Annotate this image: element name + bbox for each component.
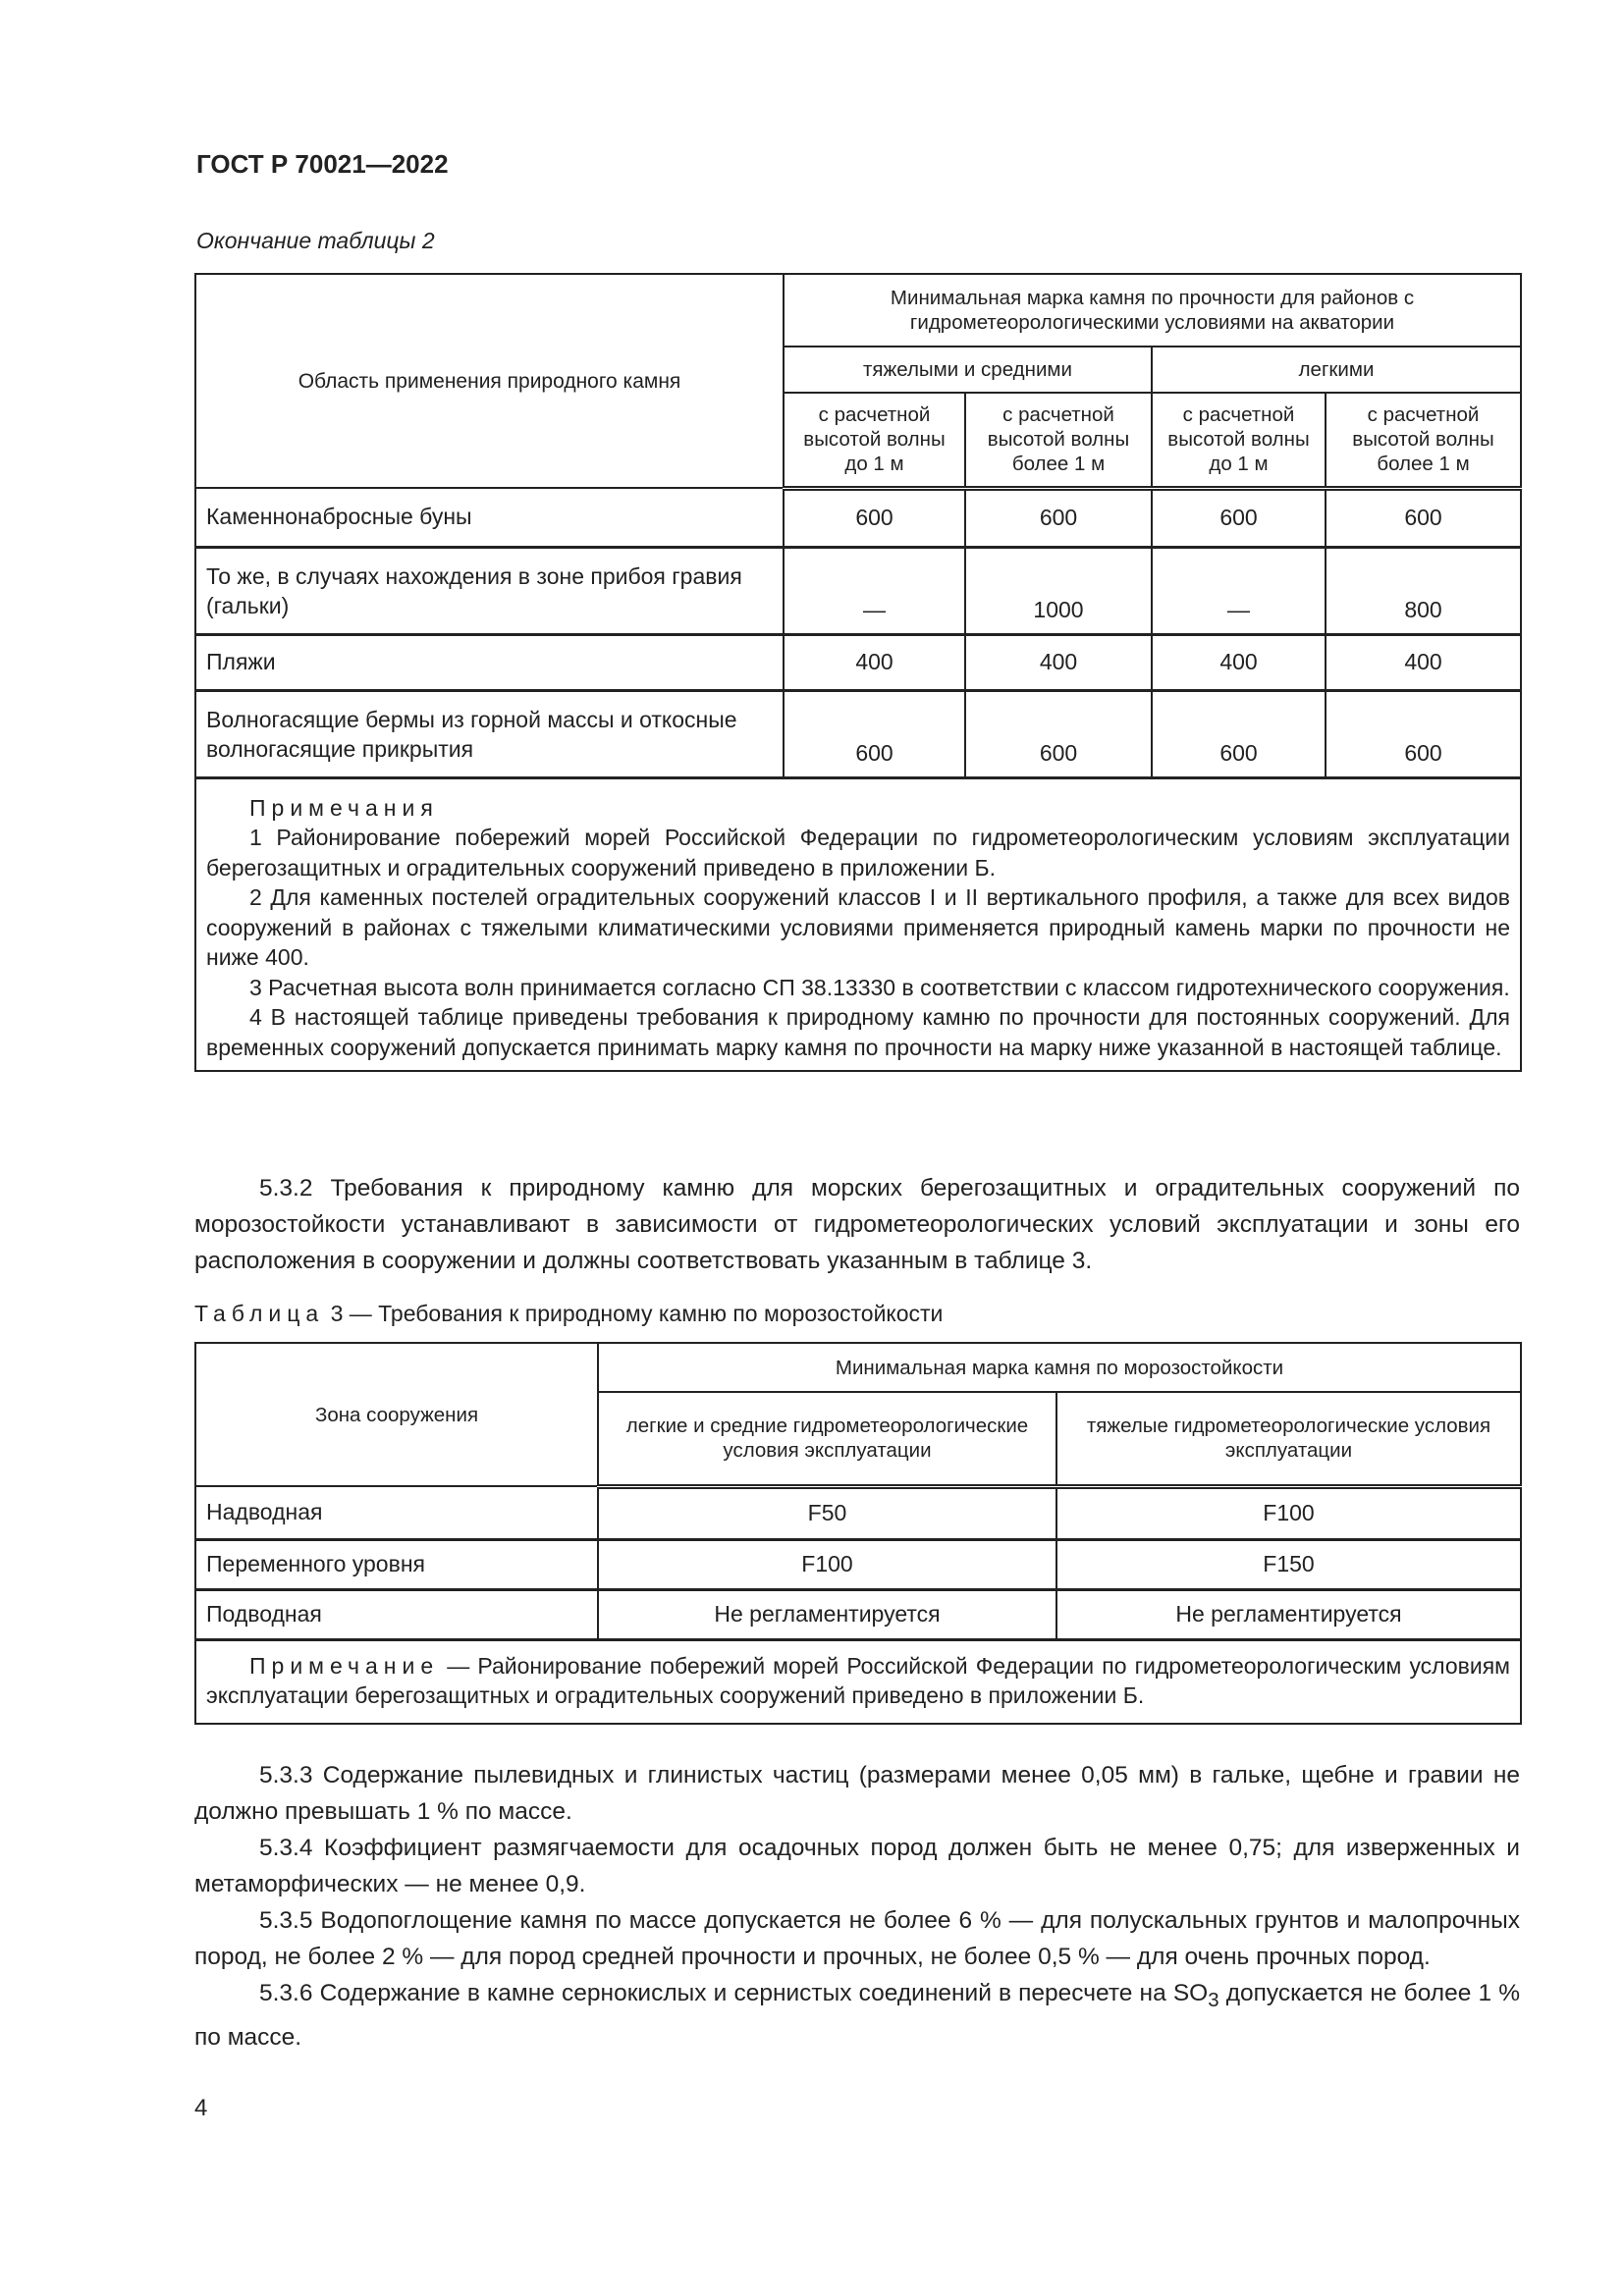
table-3-group-header: Минимальная марка камня по морозостойкости: [598, 1343, 1521, 1392]
cell: —: [1152, 547, 1326, 634]
cell: F150: [1056, 1539, 1521, 1589]
cell: Не регламентируется: [598, 1589, 1056, 1639]
cell: 800: [1326, 547, 1521, 634]
table-row: [195, 1539, 1521, 1589]
cell: 600: [965, 690, 1152, 777]
table-3: [194, 1342, 1522, 1725]
table-2-subcol: с расчетной высотой волны более 1 м: [965, 393, 1152, 488]
paragraph-5-3-3: 5.3.3 Содержание пылевидных и глинистых частиц (размерами менее 0,05 мм) в гальке, щебне и гравии не должно превышать 1 % по массе.: [194, 1762, 1520, 1825]
table-2-subgroup: легкими: [1152, 347, 1521, 393]
row-label: Волногасящие бермы из горной массы и откосные волногасящие прикрытия: [195, 690, 784, 777]
cell: 600: [784, 488, 965, 547]
document-header: ГОСТ Р 70021—2022: [196, 149, 449, 179]
note-item: 2 Для каменных постелей оградительных сооружений классов I и II вертикального профиля, а также для всех видов сооружений в районах с тяжелыми климатическими условиями применяется природный камень марки по прочности не ниже 400.: [206, 884, 1511, 970]
cell: 600: [1152, 690, 1326, 777]
table-2-group-header: Минимальная марка камня по прочности для районов с гидрометеорологическими условиями на акватории: [784, 274, 1521, 347]
caption-text: 3 — Требования к природному камню по морозостойкости: [330, 1301, 944, 1326]
caption-label: Таблица: [194, 1301, 325, 1326]
row-label: Каменнонабросные буны: [195, 488, 784, 547]
paragraph-text: 5.3.2 Требования к природному камню для морских берегозащитных и оградительных сооружений по морозостойкости устанавливают в зависимости от гидрометеорологических условий эксплуатации и зоны его расположения в сооружении и должны соответствовать указанным в таблице 3.: [194, 1175, 1520, 1274]
table-3-caption: [194, 1301, 943, 1327]
table-row: [195, 1589, 1521, 1639]
table-3-subcol: легкие и средние гидрометеорологические условия эксплуатации: [598, 1392, 1056, 1486]
note-label: Примечание: [249, 1652, 440, 1679]
table-2-caption: Окончание таблицы 2: [196, 228, 435, 253]
paragraph-5-3-5: 5.3.5 Водопоглощение камня по массе допускается не более 6 % — для полускальных грунтов и малопрочных пород, не более 2 % — для пород средней прочности и прочных, не более 0,5 % — для очень прочных пород.: [194, 1907, 1520, 1970]
table-3-note: [195, 1639, 1521, 1724]
subscript: 3: [1208, 1989, 1219, 2011]
table-row: [195, 690, 1521, 777]
table-2: [194, 273, 1522, 1072]
paragraphs-5-3-3-to-5-3-6: [194, 1757, 1520, 2056]
paragraph-5-3-2: [194, 1170, 1520, 1279]
note-item: 1 Районирование побережий морей Российской Федерации по гидрометеорологическим условиям эксплуатации берегозащитных и оградительных сооружений приведено в приложении Б.: [206, 825, 1511, 881]
cell: —: [784, 547, 965, 634]
table-2-subcol: с расчетной высотой волны более 1 м: [1326, 393, 1521, 488]
row-label: Подводная: [195, 1589, 598, 1639]
cell: 600: [965, 488, 1152, 547]
cell: 400: [784, 634, 965, 690]
table-3-col-header: Зона сооружения: [195, 1343, 598, 1486]
note-item: 4 В настоящей таблице приведены требования к природному камню по прочности для постоянных сооружений. Для временных сооружений допускается принимать марку камня по прочности на марку ниже указанной в настоящей таблице.: [206, 1004, 1511, 1060]
row-label: Пляжи: [195, 634, 784, 690]
row-label: Переменного уровня: [195, 1539, 598, 1589]
cell: F100: [1056, 1486, 1521, 1539]
cell: 600: [784, 690, 965, 777]
table-2-notes: [195, 777, 1521, 1071]
cell: Не регламентируется: [1056, 1589, 1521, 1639]
text-part: допускается не более 1 % по массе.: [194, 1980, 1521, 2051]
row-label: То же, в случаях нахождения в зоне прибоя гравия (гальки): [195, 547, 784, 634]
cell: 1000: [965, 547, 1152, 634]
cell: 600: [1326, 690, 1521, 777]
note-text: — Районирование побережий морей Российской Федерации по гидрометеорологическим условиям эксплуатации берегозащитных и оградительных сооружений приведено в приложении Б.: [206, 1652, 1510, 1708]
table-3-subcol: тяжелые гидрометеорологические условия эксплуатации: [1056, 1392, 1521, 1486]
page-number: 4: [194, 2095, 208, 2121]
notes-title: Примечания: [249, 794, 439, 821]
cell: 400: [1326, 634, 1521, 690]
note-item: 3 Расчетная высота волн принимается согласно СП 38.13330 в соответствии с классом гидротехнического сооружения.: [249, 974, 1510, 1000]
cell: 400: [965, 634, 1152, 690]
cell: 600: [1326, 488, 1521, 547]
table-2-subcol: с расчетной высотой волны до 1 м: [1152, 393, 1326, 488]
table-row: [195, 634, 1521, 690]
paragraph-5-3-6: [194, 1975, 1520, 2056]
cell: 600: [1152, 488, 1326, 547]
table-row: [195, 1486, 1521, 1539]
table-row: [195, 488, 1521, 547]
text-part: 5.3.6 Содержание в камне сернокислых и сернистых соединений в пересчете на SO: [259, 1980, 1209, 2006]
table-2-subgroup: тяжелыми и средними: [784, 347, 1152, 393]
paragraph-5-3-4: 5.3.4 Коэффициент размягчаемости для осадочных пород должен быть не менее 0,75; для изверженных и метаморфических — не менее 0,9.: [194, 1835, 1520, 1897]
cell: F100: [598, 1539, 1056, 1589]
row-label: Надводная: [195, 1486, 598, 1539]
cell: F50: [598, 1486, 1056, 1539]
table-2-subcol: с расчетной высотой волны до 1 м: [784, 393, 965, 488]
cell: 400: [1152, 634, 1326, 690]
table-row: [195, 547, 1521, 634]
table-2-col-header: Область применения природного камня: [195, 274, 784, 488]
